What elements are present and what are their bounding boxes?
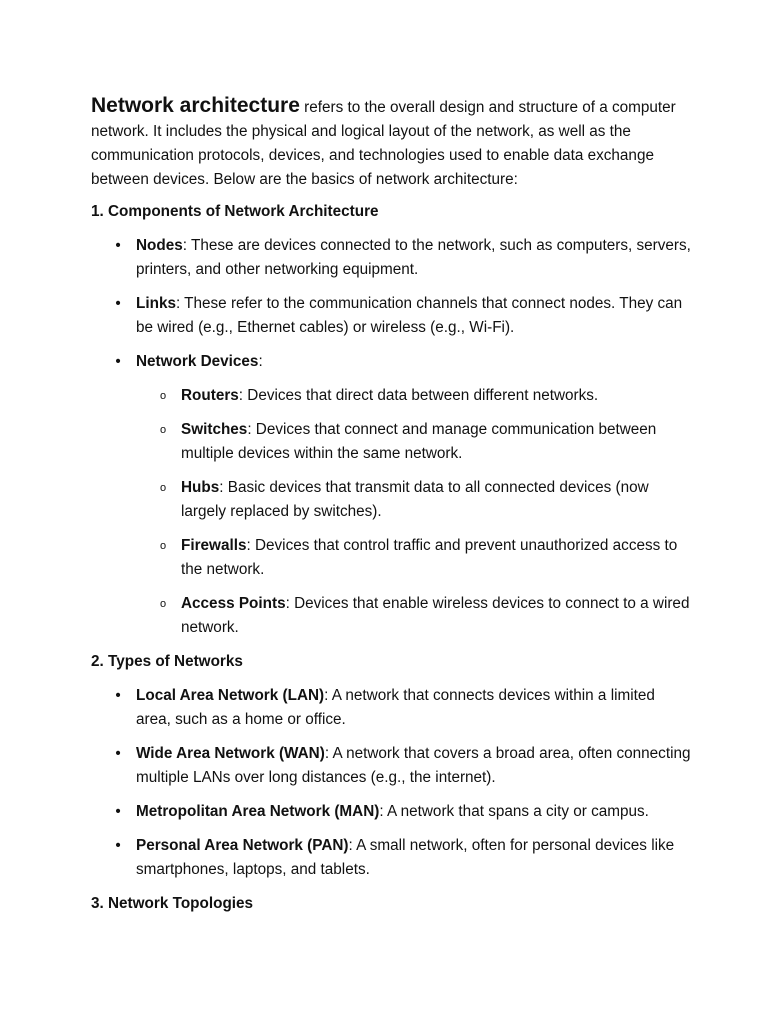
bullet-marker: • bbox=[115, 803, 121, 820]
item-text: : A network that connects devices within a limited area, such as a home or office. bbox=[136, 687, 655, 728]
network-types-list bbox=[91, 684, 691, 882]
item-term: Local Area Network (LAN) bbox=[136, 687, 325, 704]
bullet-marker: • bbox=[115, 295, 121, 312]
section-heading-topologies: 3. Network Topologies bbox=[91, 895, 254, 912]
section-heading-components: 1. Components of Network Architecture bbox=[91, 203, 379, 220]
item-term: Wide Area Network (WAN) bbox=[136, 745, 325, 762]
item-term: Metropolitan Area Network (MAN) bbox=[136, 803, 380, 820]
bullet-marker: • bbox=[115, 353, 121, 370]
intro-lead-term: Network architecture bbox=[91, 94, 300, 117]
item-text: : A network that spans a city or campus. bbox=[379, 803, 649, 820]
sub-bullet-marker: o bbox=[159, 598, 167, 610]
item-text: : A small network, often for personal devices like smartphones, laptops, and tablets. bbox=[136, 837, 675, 878]
item-term: Firewalls bbox=[181, 537, 247, 554]
item-term: Nodes bbox=[136, 237, 183, 254]
list-item bbox=[91, 234, 691, 282]
item-term: Links bbox=[136, 295, 176, 312]
list-item bbox=[91, 834, 691, 882]
sub-list-item bbox=[136, 384, 691, 408]
sub-bullet-marker: o bbox=[159, 540, 167, 552]
sub-list-item bbox=[136, 418, 691, 466]
item-term: Access Points bbox=[181, 595, 286, 612]
section-heading-types: 2. Types of Networks bbox=[91, 653, 243, 670]
bullet-marker: • bbox=[115, 837, 121, 854]
item-text: : Devices that connect and manage communication between multiple devices within the same network. bbox=[181, 421, 657, 462]
components-list bbox=[91, 234, 691, 640]
sub-list-item bbox=[136, 534, 691, 582]
item-term: Personal Area Network (PAN) bbox=[136, 837, 349, 854]
sub-bullet-marker: o bbox=[159, 390, 167, 402]
sub-bullet-marker: o bbox=[159, 424, 167, 436]
item-term: Hubs bbox=[181, 479, 220, 496]
list-item bbox=[91, 684, 691, 732]
document-body bbox=[91, 94, 691, 926]
sub-list-item bbox=[136, 476, 691, 524]
list-item bbox=[91, 292, 691, 340]
bullet-marker: • bbox=[115, 687, 121, 704]
item-term: Network Devices bbox=[136, 353, 259, 370]
bullet-marker: • bbox=[115, 237, 121, 254]
item-text: : These are devices connected to the network, such as computers, servers, printers, and other networking equipment. bbox=[136, 237, 691, 278]
item-text: : These refer to the communication channels that connect nodes. They can be wired (e.g., Ethernet cables) or wireless (e.g., Wi-Fi). bbox=[136, 295, 683, 336]
item-text: : bbox=[258, 353, 263, 370]
item-text: : A network that covers a broad area, often connecting multiple LANs over long distances (e.g., the internet). bbox=[136, 745, 691, 786]
intro-paragraph bbox=[91, 94, 691, 192]
item-text: : Devices that direct data between different networks. bbox=[238, 387, 599, 404]
list-item bbox=[91, 742, 691, 790]
item-text: : Basic devices that transmit data to all connected devices (now largely replaced by switches). bbox=[181, 479, 649, 520]
sub-bullet-marker: o bbox=[159, 482, 167, 494]
item-term: Routers bbox=[181, 387, 239, 404]
list-item bbox=[91, 350, 691, 640]
intro-text: refers to the overall design and structure of a computer network. It includes the physical and logical layout of the network, as well as the communication protocols, devices, and technologies used to enable data exchange between devices. Below are the basics of network architecture: bbox=[91, 99, 676, 188]
item-text: : Devices that enable wireless devices to connect to a wired network. bbox=[181, 595, 690, 636]
bullet-marker: • bbox=[115, 745, 121, 762]
item-term: Switches bbox=[181, 421, 248, 438]
list-item bbox=[91, 800, 691, 824]
item-text: : Devices that control traffic and prevent unauthorized access to the network. bbox=[181, 537, 678, 578]
sub-list-item bbox=[136, 592, 691, 640]
network-devices-list bbox=[136, 384, 691, 640]
